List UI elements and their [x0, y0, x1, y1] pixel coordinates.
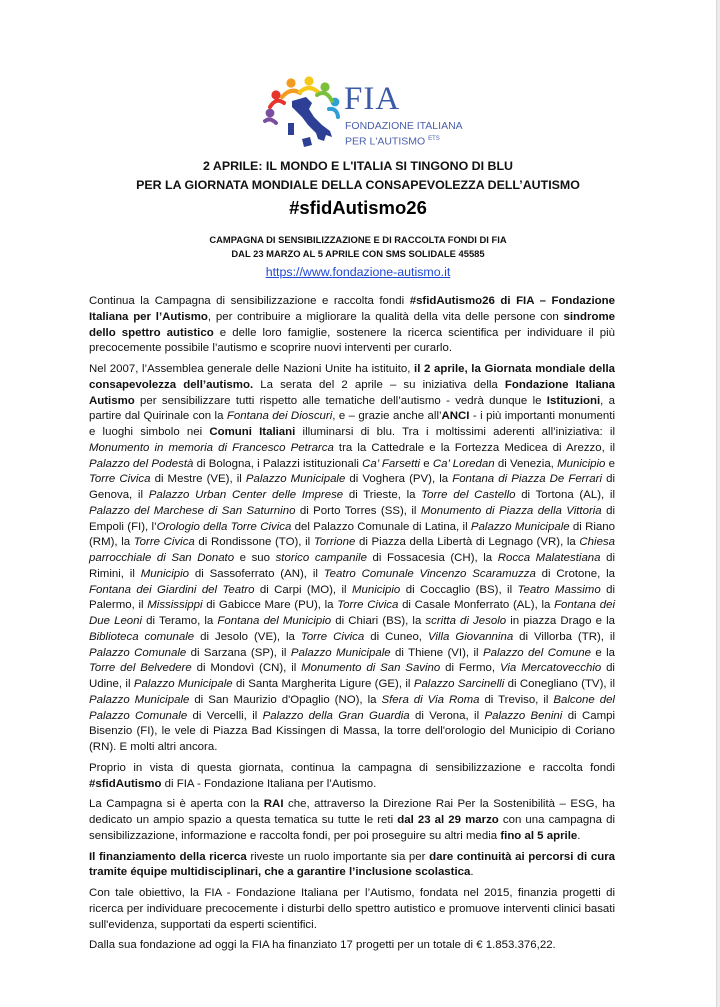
text-run: di Venezia, [494, 457, 558, 470]
text-run: e la [590, 646, 615, 659]
text-run: Villa Giovannina [427, 630, 514, 643]
text-run: Teatro Comunale Vincenzo Scaramuzza [323, 567, 536, 580]
text-run: di FIA - Fondazione Italiana per l’Autismo. [161, 777, 377, 790]
paragraph-1 [89, 294, 615, 357]
figure-head [304, 76, 313, 85]
text-run: Palazzo Comunale [89, 646, 187, 659]
text-run: Municipio [557, 457, 606, 470]
text-run: Il finanziamento della ricerca [89, 850, 247, 863]
text-run: Monumento in memoria di Francesco Petrarca [89, 441, 334, 454]
text-run: Dalla sua fondazione ad oggi la FIA ha finanziato 17 progetti per un totale di € 1.853.376,22. [89, 939, 556, 952]
italy-figures-icon [262, 75, 344, 157]
text-run: che, attraverso la Direzione Rai Per la Sostenibilità – ESG, ha dedicato un ampio spazio a questa tematica su tutte le reti [89, 798, 615, 826]
text-run: Fontana dei Dioscuri [226, 410, 333, 423]
text-run: dal 23 al 29 marzo [397, 814, 499, 826]
text-run: Ca’ Loredan [432, 457, 495, 470]
text-run: Rocca Malatestiana [497, 552, 601, 564]
text-run: Balcone del Palazzo Comunale [89, 693, 615, 722]
text-run: e delle loro famiglie, sostenere la ricerca scientifica per individuare il più precocemente possibile l’autismo e scoprire nuovi interventi per curarlo. [89, 326, 615, 355]
text-run: in piazza Drago e la [506, 615, 616, 627]
logo-title: FIA [344, 81, 401, 117]
campaign-line-1: CAMPAGNA DI SENSIBILIZZAZIONE E DI RACCOLTA FONDI DI FIA [209, 234, 507, 245]
text-run: Con tale obiettivo, la FIA - Fondazione Italiana per l’Autismo, fondata nel 2015, finanzia progetti di ricerca per individuare precocemente i disturbi dello spettro autistico e promuove interventi clinici basati sull'evidenza, supportati da esperti scientifici. [89, 887, 615, 931]
text-run: Palazzo Municipale [245, 473, 346, 486]
text-run: Torrione [313, 536, 356, 549]
headline-line-2: PER LA GIORNATA MONDIALE DELLA CONSAPEVOLEZZA DELL’AUTISMO [136, 178, 580, 192]
text-run: di Udine, il [89, 662, 615, 690]
text-run: fino al 5 aprile [500, 829, 578, 842]
text-run: Palazzo del Marchese di San Saturnino [89, 504, 296, 517]
text-run: di Campi Bisenzio (FI), le vele di Piazza Bad Kissingen di Massa, la torre dell'orologio del Municipio di Coriano (RN). E molti altri ancora. [89, 709, 615, 753]
text-run: di Thiene (VI), il [390, 646, 483, 659]
text-run: di Vercelli, il [187, 709, 263, 722]
text-run: Istituzioni [546, 394, 601, 407]
text-run: di Gabicce Mare (PU), la [202, 599, 338, 612]
text-run: illuminarsi di blu. Tra i moltissimi aderenti all’iniziativa: il [295, 426, 615, 438]
text-run: Palazzo Benini [484, 709, 563, 722]
figure-head [266, 109, 275, 118]
paragraph-5 [89, 850, 615, 882]
text-run: . [577, 829, 581, 842]
text-run: di Mestre (VE), il [150, 473, 246, 486]
hashtag-title: #sfidAutismo26 [289, 197, 427, 218]
paragraph-7 [89, 938, 615, 954]
text-run: di Teramo, la [142, 615, 218, 627]
text-run: di Rimini, il [89, 552, 615, 580]
text-run: Municipio [140, 567, 190, 580]
text-run: #sfidAutismo [89, 777, 162, 790]
text-run: tra la Cattedrale e la Fortezza Medicea di Arezzo, il [333, 441, 615, 454]
text-run: sindrome dello spettro autistico [89, 310, 615, 339]
text-run: Torre del Castello [421, 489, 516, 501]
text-run: di Verona, il [409, 709, 485, 722]
website-link[interactable]: https://www.fondazione-autismo.it [265, 265, 451, 279]
text-run: di Porto Torres (SS), il [295, 504, 421, 517]
text-run: di Conegliano (TV), il [504, 678, 615, 690]
paragraph-2 [89, 362, 615, 756]
text-run: di Fermo, [440, 662, 500, 675]
text-run: Torre Civica [337, 599, 399, 612]
text-run: Fontana del Municipio [217, 615, 332, 627]
logo-subtitle: FONDAZIONE ITALIANA [345, 120, 463, 132]
text-run: di Sassoferrato (AN), il [189, 567, 324, 580]
text-run: Teatro Massimo [517, 583, 601, 596]
text-run: di Chiari (BS), la [331, 615, 426, 627]
text-run: di Tortona (AL), il [515, 489, 615, 501]
text-run: di Santa Margherita Ligure (GE), il [232, 678, 414, 690]
text-run: , a partire dal Quirinale con la [89, 394, 615, 423]
text-run: Palazzo Urban Center delle Imprese [148, 489, 344, 501]
text-run: Palazzo del Comune [482, 646, 591, 659]
text-run: Via Mercatovecchio [499, 662, 602, 675]
text-run: e [420, 457, 433, 470]
text-run: di Rondissone (TO), il [194, 536, 314, 549]
text-run: Torre Civica [133, 536, 195, 549]
text-run: Palazzo Municipale [290, 646, 391, 659]
text-run: di Bologna, i Palazzi istituzionali [193, 457, 363, 470]
text-run: . [470, 866, 474, 879]
text-run: ANCI [441, 410, 470, 423]
text-run: #sfidAutismo26 di FIA – Fondazione Italiana per l’Autismo [89, 295, 615, 323]
text-run: di Coccaglio (BS), il [400, 583, 518, 596]
text-run: Chiesa parrocchiale di San Donato [89, 536, 616, 564]
body-text [89, 294, 615, 959]
text-run: storico campanile [275, 552, 367, 564]
text-run: e [605, 457, 616, 470]
text-run: del Palazzo Comunale di Latina, il [291, 520, 471, 533]
text-run: Torre Civica [89, 473, 151, 486]
logo-subtitle-2: PER L'AUTISMO $^{ETS}$ [345, 135, 440, 148]
paragraph-6 [89, 886, 615, 933]
text-run: Proprio in vista di questa giornata, continua la campagna di sensibilizzazione e raccolta fondi [89, 761, 615, 774]
text-run: Fontana di Piazza De Ferrari [452, 473, 603, 486]
text-run: di Fossacesia (CH), la [366, 552, 498, 564]
text-run: di Carpi (MO), il [254, 583, 352, 596]
text-run: di Crotone, la [535, 567, 615, 580]
text-run: riveste un ruolo importante sia per [246, 850, 430, 863]
text-run: Sfera di Via Roma [381, 693, 480, 706]
italy-map-icon [288, 97, 332, 147]
text-run: Monumento di San Savino [301, 662, 441, 675]
text-run: Biblioteca comunale [89, 630, 195, 643]
text-run: di Palermo, il [89, 583, 615, 612]
text-run: e suo [234, 552, 276, 564]
figure-head [286, 78, 295, 87]
text-run: , per contribuire a migliorare la qualità della vita delle persone con [207, 310, 564, 323]
text-run: di Mondovì (CN), il [191, 662, 302, 675]
paragraph-4 [89, 797, 615, 844]
text-run: di Cuneo, [364, 630, 428, 643]
text-run: Fontana dei Due Leoni [89, 599, 615, 627]
text-run: Palazzo del Podestà [89, 457, 194, 470]
text-run: Palazzo Municipale [470, 520, 570, 533]
text-run: La Campagna si è aperta con la [89, 798, 264, 811]
text-run: di Sarzana (SP), il [186, 646, 291, 659]
text-run: di Genova, il [89, 473, 615, 501]
text-run: di Voghera (PV), la [345, 473, 453, 486]
text-run: Orologio della Torre Civica [156, 520, 292, 533]
ets-mark: ETS [428, 136, 440, 142]
text-run: il 2 aprile, la Giornata mondiale della consapevolezza dell’autismo. [89, 363, 615, 391]
text-run: di Riano (RM), la [89, 520, 615, 549]
text-run: Fontana dei Giardini del Teatro [89, 583, 255, 596]
text-run: Mississippi [147, 599, 203, 612]
campaign-line-2: DAL 23 MARZO AL 5 APRILE CON SMS SOLIDALE 45585 [231, 248, 485, 259]
text-run: Continua la Campagna di sensibilizzazione e raccolta fondi [89, 295, 410, 307]
fia-logo [262, 75, 492, 157]
text-run: Torre del Belvedere [89, 662, 192, 675]
text-run: Monumento di Piazza della Vittoria [420, 504, 602, 517]
headline-line-1: 2 APRILE: IL MONDO E L'ITALIA SI TINGONO DI BLU [203, 159, 513, 173]
text-run: Torre Civica [300, 630, 365, 643]
text-run: Palazzo della Gran Guardia [262, 709, 410, 722]
text-run: dare continuità ai percorsi di cura tramite équipe multidisciplinari, che a garantire l’inclusione scolastica [89, 850, 615, 879]
text-run: Palazzo Municipale [89, 693, 190, 706]
text-run: di Treviso, il [479, 693, 554, 706]
text-run: - i più importanti monumenti e luoghi simbolo nei [89, 410, 615, 438]
text-run: di San Maurizio d'Opaglio (NO), la [189, 693, 382, 706]
text-run: con una campagna di sensibilizzazione, informazione e raccolta fondi, per poi proseguire su altri media [89, 814, 615, 842]
text-run: di Villorba (TR), il [513, 630, 615, 643]
text-run: , e – grazie anche all’ [332, 410, 442, 423]
text-run: La serata del 2 aprile – su iniziativa della [253, 378, 505, 391]
text-run: Comuni Italiani [209, 426, 296, 438]
text-run: di Jesolo (VE), la [194, 630, 301, 643]
text-run: scritta di Jesolo [425, 615, 507, 627]
text-run: RAI [263, 798, 284, 811]
text-run: Municipio [351, 583, 401, 596]
text-run: Palazzo Municipale [133, 678, 233, 690]
figure-head [320, 82, 329, 91]
text-run: Fondazione Italiana Autismo [89, 378, 615, 407]
paragraph-3 [89, 761, 615, 793]
text-run: Ca’ Farsetti [362, 457, 421, 470]
text-run: di Piazza della Libertà di Legnago (VR), la [355, 536, 580, 549]
text-run: di Empoli (FI), l’ [89, 504, 615, 533]
text-run: di Casale Monferrato (AL), la [398, 599, 555, 612]
text-run: di Trieste, la [343, 489, 422, 501]
figure-head [271, 90, 280, 99]
text-run: Nel 2007, l’Assemblea generale delle Nazioni Unite ha istituito, [89, 363, 415, 375]
text-run: per sensibilizzare tutti rispetto alle tematiche dell’autismo - vedrà dunque le [134, 394, 547, 407]
text-run: Palazzo Sarcinelli [413, 678, 505, 690]
